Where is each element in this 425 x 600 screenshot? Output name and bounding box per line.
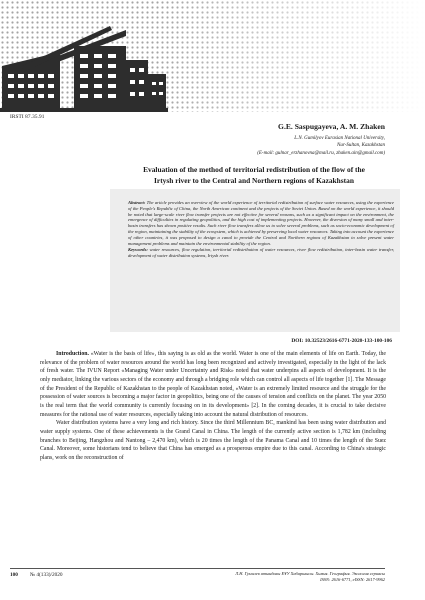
journal-masthead xyxy=(0,0,425,112)
journal-name: Л.Н. Гумилев атындағы ЕҰУ Хабаршысы. Химия. География. Экология сериясы xyxy=(235,571,385,576)
body-paragraph-introduction xyxy=(40,350,386,419)
abstract-paragraph xyxy=(128,200,394,246)
author-names: G.E. Saspugayeva, A. M. Zhaken xyxy=(278,122,385,131)
article-title-line-2: Irtysh river to the Central and Northern regions of Kazakhstan xyxy=(154,176,354,185)
abstract-section xyxy=(128,200,394,259)
introduction-text: «Water is the basis of life», this saying is as old as the world. Water is one of the main elements of life on Earth. Today, the relevance of the problem of water resources around the world has long been recognized and actively investigated, especially in the light of the lack of fresh water. The IVUN Report «Managing Water under Uncertainty and Risk» noted that water underpins all aspects of development. It is the only mediator, linking the various sectors of the economy and through a bridging role which can control all aspects of life together [1]. The Message of the President of the Republic of Kazakhstan to the people of Kazakhstan noted, «Water is an extremely limited resource and the struggle for the possession of water sources is becoming a major factor in geopolitics, being one of the causes of tension and conflicts on the planet. The year 2050 is the real term that the world community is currently focusing on in its development» [2]. In the coming decades, it is crucial to take decisive measures for the rational use of water resources, especially taking into account the natural distribution of resources. xyxy=(40,351,386,418)
page-number: 100 xyxy=(10,572,18,578)
irsti-code: IRSTI 87.35.91 xyxy=(10,114,45,120)
author-block xyxy=(145,122,385,157)
article-title xyxy=(124,164,384,186)
author-emails: (E-mail: gulnar_erzhanovna@mail.ru, zhaken.ain@gmail.com) xyxy=(257,150,385,156)
affiliation-city: Nur-Sultan, Kazakhstan xyxy=(337,143,385,149)
section-heading-introduction: Introduction. xyxy=(56,351,89,357)
keywords-paragraph xyxy=(128,247,394,259)
author-affiliation xyxy=(145,135,385,157)
keywords-text: water resources, flow regulation, territorial redistribution of water resources, river flow redistribution, inter-basin water transfer, development of water distribution systems, Irtysh river. xyxy=(128,247,395,259)
masthead-graphic xyxy=(0,0,425,112)
abstract-label: Abstract: xyxy=(128,200,146,205)
journal-issn: ISSN: 2616-6771, eISSN: 2617-9962 xyxy=(320,577,385,582)
journal-reference xyxy=(185,571,385,583)
affiliation-university: L.N. Gumilyov Eurasian National University, xyxy=(294,136,385,141)
footer-divider xyxy=(10,568,385,569)
doi-link[interactable]: DOI: 10.32523/2616-6771-2020-133-100-106 xyxy=(291,338,392,344)
article-title-line-1: Evaluation of the method of territorial redistribution of the flow of the xyxy=(143,165,365,174)
article-body xyxy=(40,350,386,463)
abstract-text: The article provides an overview of the world experience of territorial redistribution of surface water resources, using the experience of the People's Republic of China, the North American continent and the projects of the Soviet Union. Based on the world experience, it should be noted that large-scale river flow transfer projects are not effective for several reasons, such as a significant impact on the environment, the emergence of difficulties in regulating geopolitics, and the high cost of implementing projects. However, the diversion of many small and inter-basin transfers has shown positive results. Such river flow transfers allow us to solve several problems, such as socio-economic development of the region, maintaining the stability of the ecosystem, which is achieved by preserving local water resources. Taking into account the experience of other countries, it was proposed to design a canal to provide the Central and Northern regions of Kazakhstan to solve present water management problems and maintain the environmental stability of the region. xyxy=(128,200,394,246)
issue-number: № 4(133)/2020 xyxy=(30,572,63,578)
keywords-label: Keywords: xyxy=(128,247,148,253)
body-paragraph-2: Water distribution systems have a very long and rich history. Since the third Millennium BC, mankind has been using water distribution and water supply systems. One of these achievements is the Grand Canal in China. The length of the currently active section is 1,782 km (including branches to Beijing, Hangzhou and Nantong – 2,470 km), which is 20 times the length of the Panama Canal and 10 times the length of the Suez Canal. Moreover, some historians tend to believe that China has emerged as a prosperous empire due to this canal. According to China's strategic plans, work on the reconstruction of xyxy=(40,420,386,461)
